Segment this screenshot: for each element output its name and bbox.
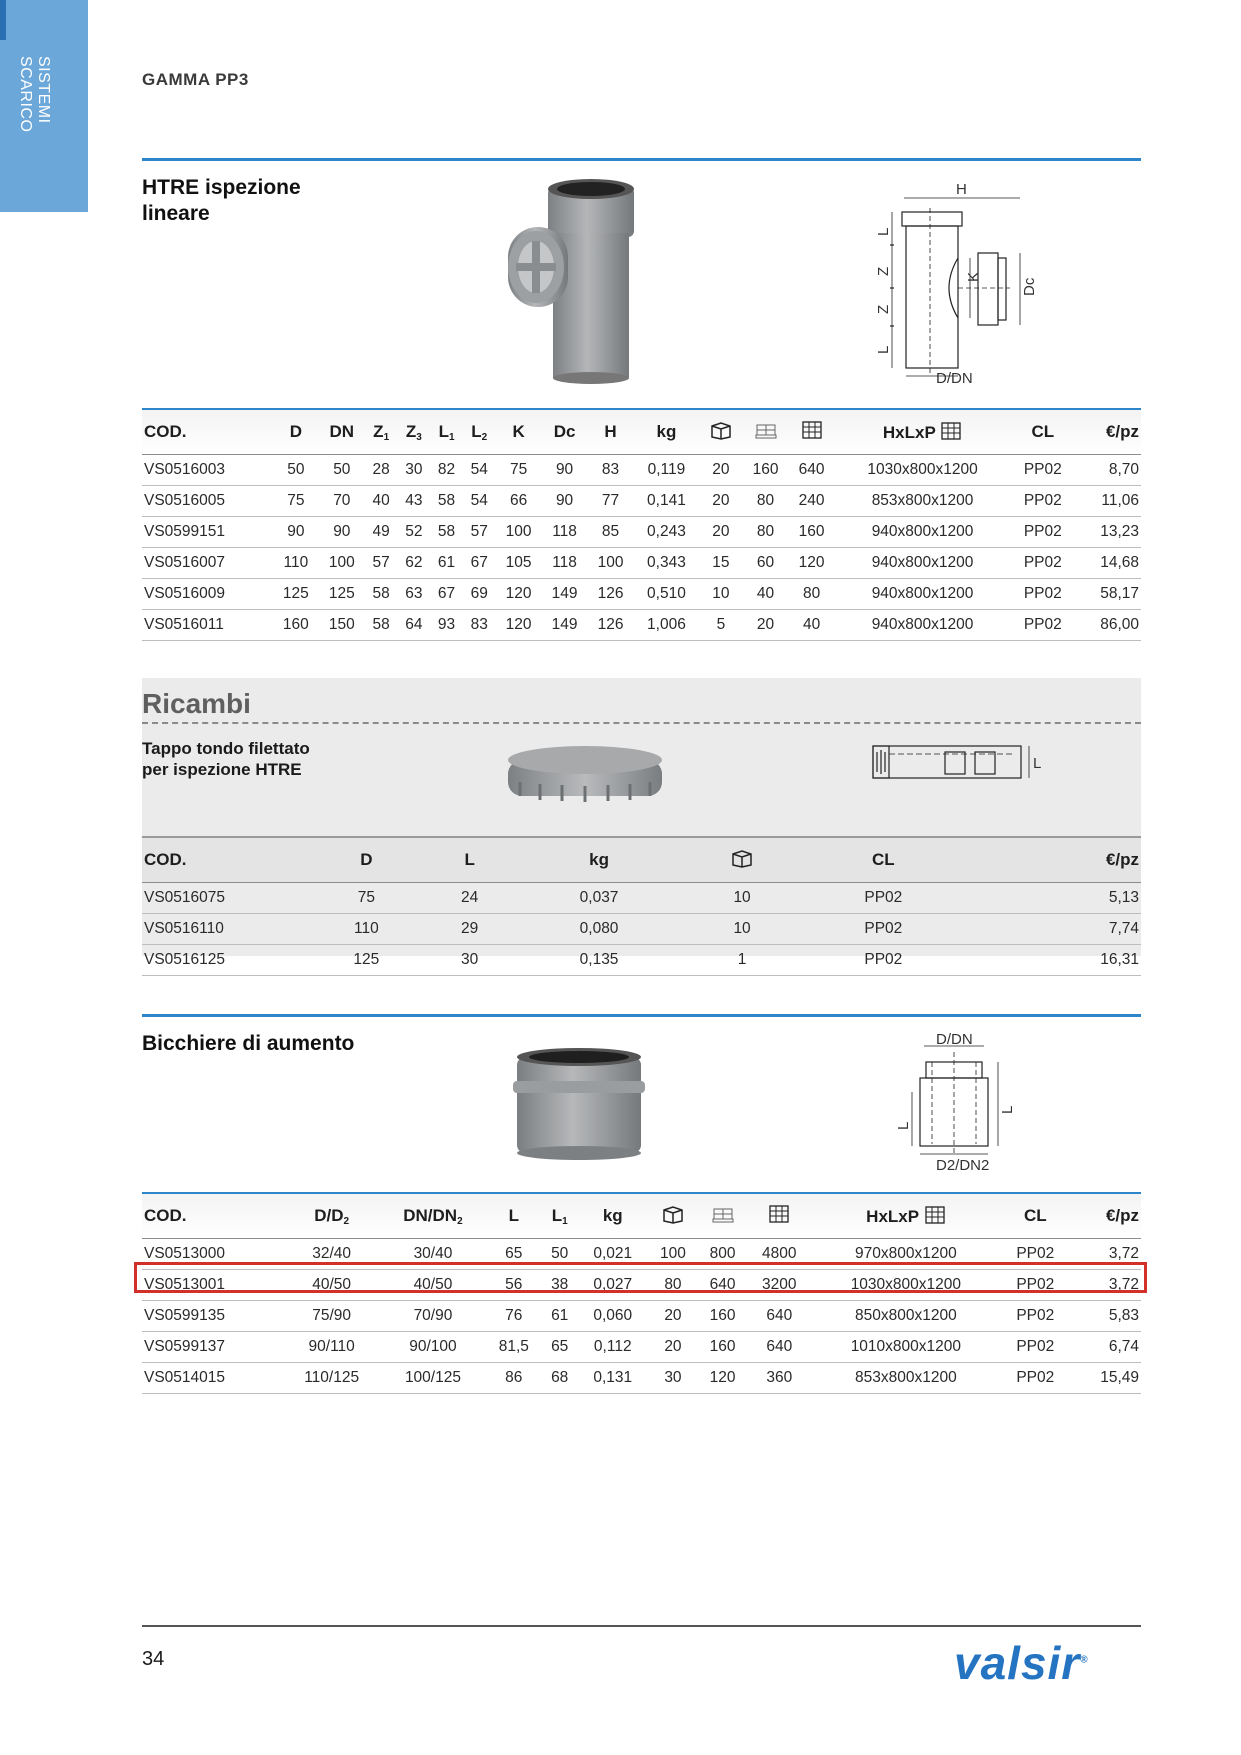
table-cell: 90/100 xyxy=(380,1332,485,1363)
table-cell: 10 xyxy=(686,883,799,914)
htre-table xyxy=(142,408,1141,641)
htre-technical-drawing xyxy=(860,178,1060,388)
table-cell: 70/90 xyxy=(380,1301,485,1332)
table-cell: 58 xyxy=(430,517,463,548)
col-cod: COD. xyxy=(142,1193,283,1239)
table-cell: 149 xyxy=(542,610,588,641)
table-cell: 83 xyxy=(588,455,634,486)
table-cell: 0,510 xyxy=(634,579,700,610)
table-cell: 640 xyxy=(747,1301,811,1332)
col-l1: $L_1$ xyxy=(430,409,463,455)
table-cell: PP02 xyxy=(1011,579,1076,610)
table-cell: 93 xyxy=(430,610,463,641)
table-cell: 83 xyxy=(463,610,496,641)
table-cell: 58 xyxy=(365,579,398,610)
table-row xyxy=(142,455,1141,486)
col-dc: Dc xyxy=(542,409,588,455)
col-h: H xyxy=(588,409,634,455)
table-cell: PP02 xyxy=(799,945,968,976)
table-cell: 81,5 xyxy=(485,1332,542,1363)
table-cell: 0,060 xyxy=(577,1301,648,1332)
table-cell: 54 xyxy=(463,486,496,517)
table-cell: 61 xyxy=(430,548,463,579)
table-cell: PP02 xyxy=(1011,548,1076,579)
logo-text: valsir xyxy=(954,1637,1081,1689)
table-cell: 160 xyxy=(742,455,788,486)
col-l2: $L_2$ xyxy=(463,409,496,455)
table-cell: 126 xyxy=(588,579,634,610)
table-cell: 80 xyxy=(742,486,788,517)
table-cell: PP02 xyxy=(1011,517,1076,548)
table-cell: 110 xyxy=(306,914,427,945)
col-hxlxp-label: HxLxP xyxy=(882,423,936,442)
table-cell: 40 xyxy=(789,610,835,641)
table-cell: PP02 xyxy=(1001,1270,1070,1301)
table-cell: PP02 xyxy=(1011,610,1076,641)
table-cell: 90/110 xyxy=(283,1332,381,1363)
table-cell: 20 xyxy=(699,517,742,548)
ricambi-subtitle-line1: Tappo tondo filettato xyxy=(142,739,310,758)
table-cell: 3,72 xyxy=(1070,1270,1141,1301)
table-cell: 0,119 xyxy=(634,455,700,486)
htre-title-line1: HTRE ispezione xyxy=(142,176,301,199)
table-cell: 80 xyxy=(789,579,835,610)
table-row xyxy=(142,883,1141,914)
table-cell: 940x800x1200 xyxy=(835,517,1011,548)
table-cell: 100 xyxy=(648,1239,697,1270)
table-cell: 65 xyxy=(485,1239,542,1270)
table-cell: 125 xyxy=(306,945,427,976)
table-cell: 126 xyxy=(588,610,634,641)
table-row xyxy=(142,914,1141,945)
bicchiere-title: Bicchiere di aumento xyxy=(142,1032,355,1055)
table-cell: 100 xyxy=(588,548,634,579)
dim-label-z1: Z xyxy=(875,304,892,314)
bicchiere-table xyxy=(142,1192,1141,1394)
table-cell: 640 xyxy=(747,1332,811,1363)
table-cell: 7,74 xyxy=(968,914,1141,945)
col-price: €/pz xyxy=(1075,409,1141,455)
box-icon xyxy=(699,409,742,455)
table-header-row xyxy=(142,409,1141,455)
table-cell: 75/90 xyxy=(283,1301,381,1332)
table-cell: VS0516005 xyxy=(142,486,273,517)
table-cell: 940x800x1200 xyxy=(835,579,1011,610)
dim-label-k: K xyxy=(965,271,982,282)
table-cell: 0,037 xyxy=(513,883,686,914)
table-cell: 1030x800x1200 xyxy=(811,1270,1000,1301)
table-cell: 1010x800x1200 xyxy=(811,1332,1000,1363)
table-cell: PP02 xyxy=(799,883,968,914)
table-cell: 62 xyxy=(398,548,431,579)
table-cell: 67 xyxy=(430,579,463,610)
table-cell: 66 xyxy=(496,486,542,517)
table-cell: 0,141 xyxy=(634,486,700,517)
table-cell: 58 xyxy=(430,486,463,517)
table-cell: VS0599135 xyxy=(142,1301,283,1332)
table-cell: 120 xyxy=(698,1363,748,1394)
ricambi-subtitle-line2: per ispezione HTRE xyxy=(142,760,302,779)
dim-label-dc: Dc xyxy=(1021,277,1038,296)
table-cell: 50 xyxy=(273,455,319,486)
table-cell: 0,135 xyxy=(513,945,686,976)
table-cell: 30/40 xyxy=(380,1239,485,1270)
table-cell: 0,131 xyxy=(577,1363,648,1394)
table-cell: 20 xyxy=(699,486,742,517)
logo-registered-mark: ® xyxy=(1080,1654,1089,1666)
col-cl: CL xyxy=(1011,409,1076,455)
table-cell: 5,83 xyxy=(1070,1301,1141,1332)
col-k: K xyxy=(496,409,542,455)
table-cell: 125 xyxy=(273,579,319,610)
cap-technical-drawing xyxy=(865,738,1045,788)
table-cell: 940x800x1200 xyxy=(835,610,1011,641)
table-row xyxy=(142,579,1141,610)
table-cell: 63 xyxy=(398,579,431,610)
table-cell: 40/50 xyxy=(283,1270,381,1301)
table-row xyxy=(142,517,1141,548)
table-cell: 100/125 xyxy=(380,1363,485,1394)
htre-title xyxy=(142,175,301,227)
table-cell: 69 xyxy=(463,579,496,610)
col-d-d2: $D/D_2$ xyxy=(283,1193,381,1239)
table-cell: 13,23 xyxy=(1075,517,1141,548)
col-price: €/pz xyxy=(968,837,1141,883)
table-cell: 50 xyxy=(542,1239,577,1270)
table-cell: 940x800x1200 xyxy=(835,548,1011,579)
ricambi-dashed-rule xyxy=(142,722,1141,724)
table-cell: 1 xyxy=(686,945,799,976)
table-cell: 64 xyxy=(398,610,431,641)
table-cell: 0,243 xyxy=(634,517,700,548)
table-cell: 110 xyxy=(273,548,319,579)
table-cell: 360 xyxy=(747,1363,811,1394)
table-cell: 57 xyxy=(463,517,496,548)
table-cell: VS0516007 xyxy=(142,548,273,579)
table-cell: 160 xyxy=(698,1332,748,1363)
dim-label-l2: L xyxy=(875,227,892,236)
table-cell: 4800 xyxy=(747,1239,811,1270)
table-cell: 77 xyxy=(588,486,634,517)
table-cell: VS0516075 xyxy=(142,883,306,914)
table-cell: 43 xyxy=(398,486,431,517)
table-cell: 15 xyxy=(699,548,742,579)
table-cell: PP02 xyxy=(1001,1332,1070,1363)
table-cell: 5 xyxy=(699,610,742,641)
table-cell: VS0516125 xyxy=(142,945,306,976)
table-cell: 49 xyxy=(365,517,398,548)
col-kg: kg xyxy=(577,1193,648,1239)
side-tab-line2: SCARICO xyxy=(17,56,34,133)
page-number: 34 xyxy=(142,1648,165,1670)
table-row xyxy=(142,1332,1141,1363)
table-cell: 970x800x1200 xyxy=(811,1239,1000,1270)
table-cell: 1030x800x1200 xyxy=(835,455,1011,486)
table-cell: VS0513000 xyxy=(142,1239,283,1270)
table-cell: 60 xyxy=(742,548,788,579)
col-hxlxp-label: HxLxP xyxy=(866,1207,919,1226)
table-cell: 6,74 xyxy=(1070,1332,1141,1363)
table-cell: 40 xyxy=(742,579,788,610)
col-cl: CL xyxy=(1001,1193,1070,1239)
table-cell: 29 xyxy=(427,914,513,945)
table-cell: 38 xyxy=(542,1270,577,1301)
col-l: L xyxy=(485,1193,542,1239)
table-cell: VS0516009 xyxy=(142,579,273,610)
table-cell: 120 xyxy=(496,610,542,641)
col-dn-dn2: $DN/DN_2$ xyxy=(380,1193,485,1239)
table-cell: 0,021 xyxy=(577,1239,648,1270)
table-cell: 20 xyxy=(648,1301,697,1332)
table-cell: 76 xyxy=(485,1301,542,1332)
table-cell: 80 xyxy=(742,517,788,548)
table-cell: PP02 xyxy=(799,914,968,945)
table-cell: 58,17 xyxy=(1075,579,1141,610)
table-cell: 40/50 xyxy=(380,1270,485,1301)
table-row xyxy=(142,548,1141,579)
col-cl: CL xyxy=(799,837,968,883)
dim-label-ddn: D/DN xyxy=(936,370,973,387)
table-cell: 61 xyxy=(542,1301,577,1332)
side-tab-marker xyxy=(0,0,6,40)
highlighted-row-outline xyxy=(134,1262,1147,1293)
table-cell: 0,080 xyxy=(513,914,686,945)
table-cell: VS0514015 xyxy=(142,1363,283,1394)
dim-label-l: L xyxy=(1033,755,1042,772)
side-tab xyxy=(0,0,88,212)
table-cell: 75 xyxy=(496,455,542,486)
pallet-icon xyxy=(742,409,788,455)
box-icon xyxy=(648,1193,697,1239)
table-row xyxy=(142,486,1141,517)
table-cell: 160 xyxy=(698,1301,748,1332)
col-d: D xyxy=(273,409,319,455)
table-cell: 800 xyxy=(698,1239,748,1270)
dim-label-bottom: D2/DN2 xyxy=(936,1157,990,1172)
page-header-title: GAMMA PP3 xyxy=(142,70,249,89)
footer-rule xyxy=(142,1625,1141,1627)
table-cell: 15,49 xyxy=(1070,1363,1141,1394)
table-cell: 10 xyxy=(699,579,742,610)
table-cell: VS0513001 xyxy=(142,1270,283,1301)
col-cod: COD. xyxy=(142,837,306,883)
col-cod: COD. xyxy=(142,409,273,455)
table-cell: 0,027 xyxy=(577,1270,648,1301)
table-cell: 50 xyxy=(319,455,365,486)
dim-label-l: L xyxy=(999,1105,1016,1114)
cap-product-image xyxy=(500,742,670,808)
table-cell: 11,06 xyxy=(1075,486,1141,517)
table-cell: 118 xyxy=(542,517,588,548)
dim-label-top: D/DN xyxy=(936,1032,973,1048)
table-cell: 70 xyxy=(319,486,365,517)
table-header-row xyxy=(142,1193,1141,1239)
table-cell: 90 xyxy=(319,517,365,548)
table-cell: 10 xyxy=(686,914,799,945)
bicchiere-technical-drawing xyxy=(880,1032,1020,1172)
table-cell: 120 xyxy=(789,548,835,579)
table-cell: 240 xyxy=(789,486,835,517)
table-cell: PP02 xyxy=(1011,455,1076,486)
col-d: D xyxy=(306,837,427,883)
table-cell: 853x800x1200 xyxy=(835,486,1011,517)
ricambi-subtitle xyxy=(142,738,310,780)
crate-icon xyxy=(940,421,962,441)
table-cell: VS0599137 xyxy=(142,1332,283,1363)
table-cell: 5,13 xyxy=(968,883,1141,914)
pallet-icon xyxy=(698,1193,748,1239)
table-row xyxy=(142,1301,1141,1332)
htre-product-image xyxy=(500,175,660,385)
section-rule xyxy=(142,158,1141,161)
col-price: €/pz xyxy=(1070,1193,1141,1239)
table-cell: 14,68 xyxy=(1075,548,1141,579)
table-cell: 86,00 xyxy=(1075,610,1141,641)
col-hxlxp xyxy=(835,409,1011,455)
table-cell: 20 xyxy=(699,455,742,486)
table-cell: 57 xyxy=(365,548,398,579)
table-cell: 40 xyxy=(365,486,398,517)
table-cell: VS0516110 xyxy=(142,914,306,945)
table-cell: VS0599151 xyxy=(142,517,273,548)
table-cell: 68 xyxy=(542,1363,577,1394)
table-cell: PP02 xyxy=(1001,1363,1070,1394)
table-header-row xyxy=(142,837,1141,883)
table-cell: 100 xyxy=(319,548,365,579)
table-cell: 1,006 xyxy=(634,610,700,641)
col-kg: kg xyxy=(513,837,686,883)
table-row xyxy=(142,945,1141,976)
table-cell: 65 xyxy=(542,1332,577,1363)
table-cell: 3200 xyxy=(747,1270,811,1301)
col-kg: kg xyxy=(634,409,700,455)
table-cell: 24 xyxy=(427,883,513,914)
table-cell: 160 xyxy=(273,610,319,641)
dim-label-h: H xyxy=(956,181,967,198)
table-cell: 30 xyxy=(427,945,513,976)
table-cell: 20 xyxy=(742,610,788,641)
section-rule xyxy=(142,1014,1141,1017)
col-z1: $Z_1$ xyxy=(365,409,398,455)
table-cell: 75 xyxy=(273,486,319,517)
table-cell: 52 xyxy=(398,517,431,548)
table-cell: 30 xyxy=(648,1363,697,1394)
table-cell: 3,72 xyxy=(1070,1239,1141,1270)
crate-icon xyxy=(789,409,835,455)
table-cell: 149 xyxy=(542,579,588,610)
table-cell: 110/125 xyxy=(283,1363,381,1394)
table-cell: 8,70 xyxy=(1075,455,1141,486)
table-cell: 125 xyxy=(319,579,365,610)
table-row xyxy=(142,610,1141,641)
table-cell: 100 xyxy=(496,517,542,548)
dim-label-z3: Z xyxy=(875,266,892,276)
dim-label-l1: L xyxy=(875,345,892,354)
table-cell: 640 xyxy=(698,1270,748,1301)
side-tab-line1: SISTEMI xyxy=(35,56,52,124)
col-z3: $Z_3$ xyxy=(398,409,431,455)
ricambi-title: Ricambi xyxy=(142,688,251,719)
table-cell: 90 xyxy=(273,517,319,548)
table-cell: 54 xyxy=(463,455,496,486)
htre-title-line2: lineare xyxy=(142,202,210,225)
table-cell: 90 xyxy=(542,486,588,517)
table-cell: 118 xyxy=(542,548,588,579)
side-tab-label xyxy=(16,56,52,132)
crate-icon xyxy=(924,1205,946,1225)
table-row xyxy=(142,1363,1141,1394)
table-cell: 90 xyxy=(542,455,588,486)
table-cell: 105 xyxy=(496,548,542,579)
col-dn: DN xyxy=(319,409,365,455)
table-cell: 58 xyxy=(365,610,398,641)
table-cell: 75 xyxy=(306,883,427,914)
table-cell: PP02 xyxy=(1001,1301,1070,1332)
table-cell: 30 xyxy=(398,455,431,486)
table-cell: 85 xyxy=(588,517,634,548)
table-cell: 0,112 xyxy=(577,1332,648,1363)
valsir-logo xyxy=(954,1636,1089,1690)
col-l: L xyxy=(427,837,513,883)
table-cell: VS0516003 xyxy=(142,455,273,486)
col-hxlxp xyxy=(811,1193,1000,1239)
table-cell: 853x800x1200 xyxy=(811,1363,1000,1394)
table-cell: 28 xyxy=(365,455,398,486)
table-cell: 640 xyxy=(789,455,835,486)
table-cell: PP02 xyxy=(1011,486,1076,517)
table-cell: 82 xyxy=(430,455,463,486)
box-icon xyxy=(686,837,799,883)
table-cell: PP02 xyxy=(1001,1239,1070,1270)
table-cell: 0,343 xyxy=(634,548,700,579)
table-cell: 850x800x1200 xyxy=(811,1301,1000,1332)
ricambi-table xyxy=(142,836,1141,976)
table-cell: 67 xyxy=(463,548,496,579)
table-cell: 80 xyxy=(648,1270,697,1301)
bicchiere-product-image xyxy=(505,1045,655,1165)
table-cell: 16,31 xyxy=(968,945,1141,976)
crate-icon xyxy=(747,1193,811,1239)
table-cell: 150 xyxy=(319,610,365,641)
dim-label-l1: L xyxy=(895,1121,912,1130)
table-cell: 86 xyxy=(485,1363,542,1394)
table-cell: 160 xyxy=(789,517,835,548)
col-l1: $L_1$ xyxy=(542,1193,577,1239)
table-cell: 20 xyxy=(648,1332,697,1363)
table-cell: 56 xyxy=(485,1270,542,1301)
table-cell: VS0516011 xyxy=(142,610,273,641)
table-cell: 120 xyxy=(496,579,542,610)
table-cell: 32/40 xyxy=(283,1239,381,1270)
